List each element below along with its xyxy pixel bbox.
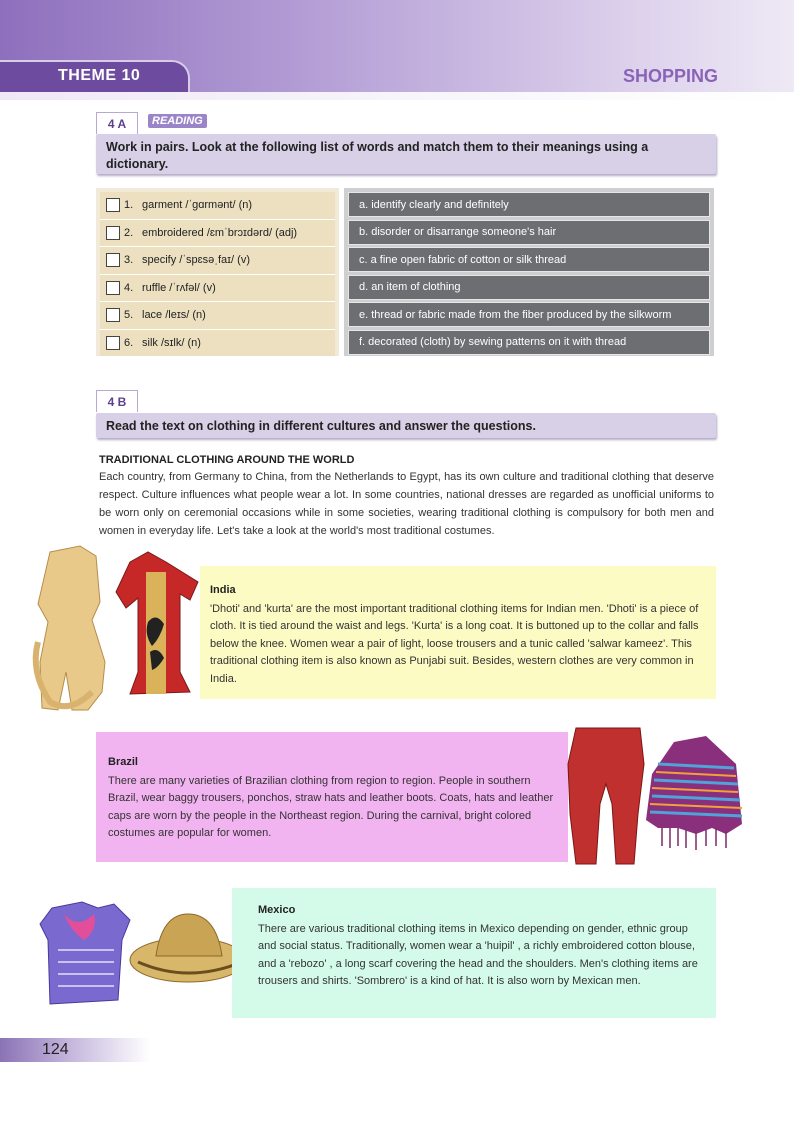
mexico-text: There are various traditional clothing items in Mexico depending on gender, ethnic group and social status. Traditionally, women wear a 'huipil' , a richly embroidered cotton blouse, and a 'rebozo' , a long scarf covering the head and the shoulders. Men's clothing items are trousers and shirts. 'Sombrero' is a kind of hat. It is also worn by Mexican men.	[258, 922, 698, 987]
meaning-row: c. a fine open fabric of cotton or silk thread	[348, 247, 710, 272]
unit-title: SHOPPING	[622, 66, 718, 86]
brazil-box	[96, 732, 568, 862]
meanings-list	[344, 188, 714, 356]
word-text: lace /leɪs/ (n)	[142, 309, 206, 322]
brazil-clothing-image	[566, 724, 746, 874]
words-list	[96, 188, 339, 356]
text-title: TRADITIONAL CLOTHING AROUND THE WORLD	[99, 454, 355, 466]
word-row	[100, 275, 335, 303]
word-number: 5.	[124, 309, 134, 322]
meaning-row: e. thread or fabric made from the fiber produced by the silkworm	[348, 302, 710, 327]
word-text: specify /ˈspɛsəˌfaɪ/ (v)	[142, 254, 250, 267]
meaning-row: a. identify clearly and definitely	[348, 192, 710, 217]
word-number: 4.	[124, 281, 134, 294]
word-number: 2.	[124, 226, 134, 239]
header-sub-band	[0, 92, 794, 100]
word-row	[100, 192, 335, 220]
section-4a-instruction: Work in pairs. Look at the following list of words and match them to their meanings using a dictionary.	[96, 134, 716, 174]
word-number: 6.	[124, 336, 134, 349]
mexico-clothing-image	[38, 900, 248, 1010]
meaning-row: d. an item of clothing	[348, 275, 710, 300]
india-title: India	[210, 584, 236, 596]
meaning-row: b. disorder or disarrange someone's hair	[348, 220, 710, 245]
page-number-bar	[0, 1038, 150, 1062]
india-clothing-image	[30, 542, 205, 717]
section-4b-instruction: Read the text on clothing in different cultures and answer the questions.	[96, 413, 716, 438]
india-box	[200, 566, 716, 699]
page-number: 124	[42, 1041, 69, 1058]
mexico-title: Mexico	[258, 904, 296, 916]
answer-checkbox[interactable]	[106, 281, 120, 295]
intro-paragraph: Each country, from Germany to China, from the Netherlands to Egypt, has its own culture and traditional clothing that deserve respect. Culture influences what people wear a lot. In some countries, national dresses are regarded as unofficial uniforms to be worn only on ceremonial occasions while in some societies, wearing traditional clothing is compulsory for both men and women in everyday life. Let's take a look at the world's most traditional costumes.	[99, 471, 714, 537]
india-text: 'Dhoti' and 'kurta' are the most important traditional clothing items for Indian men. 'Dhoti' is a piece of cloth. It is tied around the waist and legs. 'Kurta' is a long coat. It is buttoned up to the collar and falls below the knee. Women wear a pair of light, loose trousers and a tunic called 'salwar kameez'. This traditional clothing item is also known as Punjabi suit. Besides, western clothes are very common in India.	[210, 602, 699, 685]
reading-tag: READING	[148, 114, 207, 128]
word-text: silk /sɪlk/ (n)	[142, 336, 201, 349]
meaning-row: f. decorated (cloth) by sewing patterns on it with thread	[348, 330, 710, 355]
brazil-text: There are many varieties of Brazilian clothing from region to region. People in southern Brazil, wear baggy trousers, ponchos, straw hats and leather boots. Coats, hats and leather caps are worn by the people in the Northeast region. During the carnival, bright colored costumes are popular for women.	[108, 774, 554, 839]
word-number: 1.	[124, 199, 134, 212]
word-number: 3.	[124, 254, 134, 267]
section-4a-tag: 4 A	[96, 112, 138, 134]
answer-checkbox[interactable]	[106, 336, 120, 350]
brazil-title: Brazil	[108, 756, 138, 768]
answer-checkbox[interactable]	[106, 308, 120, 322]
word-row	[100, 330, 335, 358]
word-row	[100, 247, 335, 275]
mexico-box	[232, 888, 716, 1018]
word-row	[100, 220, 335, 248]
answer-checkbox[interactable]	[106, 253, 120, 267]
answer-checkbox[interactable]	[106, 226, 120, 240]
answer-checkbox[interactable]	[106, 198, 120, 212]
word-text: ruffle /ˈrʌfəl/ (v)	[142, 281, 216, 294]
word-text: garment /ˈɡɑrmənt/ (n)	[142, 199, 253, 212]
word-row	[100, 302, 335, 330]
word-text: embroidered /ɛmˈbrɔɪdərd/ (adj)	[142, 226, 298, 239]
section-4b-tag: 4 B	[96, 390, 138, 412]
theme-label: THEME 10	[58, 67, 141, 84]
